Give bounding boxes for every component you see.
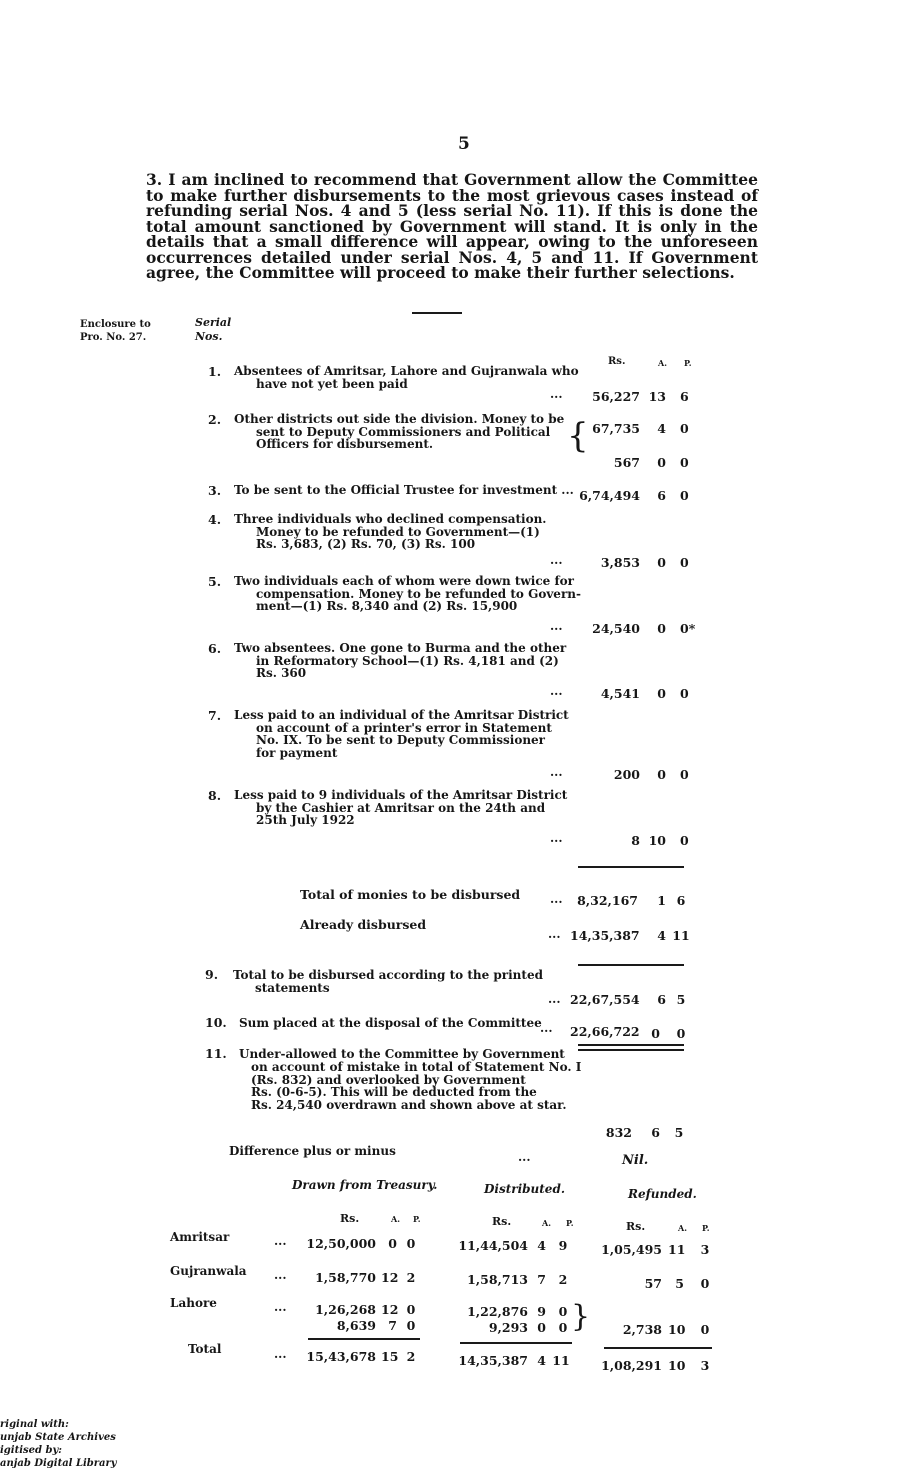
- drawn-a: 12: [381, 1270, 399, 1285]
- item-amount-p: 6: [680, 389, 689, 404]
- item-text: [234, 484, 574, 497]
- item11-p: 5: [674, 1125, 684, 1140]
- already-disbursed-p: 11: [672, 928, 690, 943]
- item-line: Rs. 3,683, (2) Rs. 70, (3) Rs. 100: [256, 537, 476, 551]
- distributed-a: 9: [537, 1304, 546, 1319]
- item-number: 1.: [208, 364, 222, 379]
- already-disbursed-rs: 14,35,387: [570, 928, 640, 943]
- sub-dist-a: A.: [542, 1218, 551, 1228]
- sub-ref-a: A.: [678, 1223, 687, 1233]
- item10-p: 0: [676, 1026, 686, 1041]
- item-text: [234, 365, 579, 390]
- item-dots: ...: [550, 553, 563, 567]
- distributed-rs: 11,44,504: [458, 1238, 528, 1253]
- item-amount-p: 0: [680, 421, 689, 436]
- item-dots: ...: [550, 619, 563, 633]
- serial-heading-line2: Nos.: [195, 330, 223, 343]
- item9-rs: 22,67,554: [570, 992, 640, 1007]
- distributed-p: 2: [558, 1272, 568, 1287]
- item10-a: 0: [651, 1026, 660, 1041]
- distributed-a: 0: [537, 1320, 546, 1335]
- credit-line: riginal with:: [0, 1419, 69, 1430]
- distributed-a: 7: [537, 1272, 546, 1287]
- difference-label: Difference plus or minus: [229, 1144, 396, 1158]
- item-text: [234, 642, 566, 680]
- item-line: in Reformatory School—(1) Rs. 4,181 and (2): [256, 653, 559, 668]
- item-amount-rs: 6,74,494: [579, 488, 640, 503]
- item-amount-p: 0: [680, 686, 689, 701]
- double-rule-1: [578, 1044, 684, 1046]
- drawn-rs: 8,639: [336, 1318, 376, 1333]
- rule-ref-total: [604, 1347, 712, 1349]
- item-line: No. IX. To be sent to Deputy Commissioner: [256, 733, 546, 747]
- rule-dist-total: [460, 1342, 572, 1344]
- item-line: sent to Deputy Commissioners and Political: [256, 424, 551, 439]
- item-line: have not yet been paid: [256, 376, 408, 391]
- total-monies-dots: ...: [550, 892, 563, 906]
- item-dots: ...: [550, 831, 563, 845]
- refunded-p: 0: [700, 1276, 710, 1291]
- header-distributed: Distributed.: [484, 1182, 566, 1196]
- drawn-p: 2: [406, 1270, 416, 1285]
- item-amount-a: 0: [657, 767, 666, 782]
- total-drawn-a: 15: [381, 1349, 399, 1364]
- distributed-p: 0: [558, 1320, 568, 1335]
- serial-heading: [195, 316, 231, 344]
- currency-header-p: P.: [684, 358, 692, 368]
- item-amount-rs: 24,540: [592, 621, 640, 636]
- item-amount-a: 6: [657, 488, 666, 503]
- item11-number: 11.: [205, 1046, 227, 1061]
- rule-drawn-total: [308, 1338, 420, 1340]
- refunded-rs: 2,738: [622, 1322, 662, 1337]
- serial-heading-line1: Serial: [195, 316, 232, 329]
- item-amount-a: 10: [648, 833, 666, 848]
- item10-rs: 22,66,722: [570, 1024, 640, 1039]
- item-line: Two absentees. One gone to Burma and the other: [234, 641, 567, 655]
- item9-text: [233, 969, 543, 994]
- item-line: Absentees of Amritsar, Lahore and Gujranwala who: [234, 364, 579, 378]
- margin-note-line2: Pro. No. 27.: [80, 332, 147, 343]
- item-amount-p: 0: [680, 488, 689, 503]
- total-monies-rs: 8,32,167: [577, 893, 638, 908]
- sub-ref-rs: Rs.: [626, 1220, 646, 1233]
- item9-dots: ...: [548, 992, 561, 1006]
- district-dots: ...: [274, 1268, 287, 1282]
- item11-text: [239, 1048, 581, 1112]
- district-name: Lahore: [170, 1296, 217, 1310]
- item-line: Less paid to an individual of the Amritsar District: [234, 708, 569, 722]
- total-monies-p: 6: [676, 893, 686, 908]
- item-amount-a: 13: [648, 389, 666, 404]
- item-amount-a: 0: [657, 686, 666, 701]
- item-amount-rs: 4,541: [600, 686, 640, 701]
- item-text: [234, 789, 567, 827]
- archive-credits: [0, 1418, 117, 1470]
- item-line: ment—(1) Rs. 8,340 and (2) Rs. 15,900: [256, 599, 518, 613]
- refunded-rs: 1,05,495: [601, 1242, 662, 1257]
- brace-item2: {: [567, 416, 589, 456]
- item11-line: Under-allowed to the Committee by Government: [239, 1047, 565, 1061]
- refunded-a: 10: [668, 1322, 686, 1337]
- item11-a: 6: [651, 1125, 660, 1140]
- item-line: 25th July 1922: [256, 813, 355, 827]
- item-line: for payment: [256, 745, 338, 760]
- item9-number: 9.: [205, 967, 219, 982]
- sub-drawn-p: P.: [413, 1214, 421, 1224]
- item-amount-rs: 56,227: [592, 389, 640, 404]
- item-line: Money to be refunded to Government—(1): [256, 524, 540, 539]
- total-label: Total: [188, 1342, 222, 1356]
- item-amount-p: 0*: [680, 621, 696, 636]
- refunded-p: 3: [700, 1242, 710, 1257]
- sub-dist-rs: Rs.: [492, 1215, 512, 1228]
- item-line: Rs. 360: [256, 666, 307, 680]
- item-amount-rs: 3,853: [600, 555, 640, 570]
- item-line: Other districts out side the division. Money to be: [234, 412, 565, 426]
- currency-header-a: A.: [658, 358, 667, 368]
- item-amount-rs: 200: [613, 767, 640, 782]
- item-line: compensation. Money to be refunded to Govern-: [256, 586, 581, 601]
- drawn-p: 0: [406, 1318, 416, 1333]
- sub-dist-p: P.: [566, 1218, 574, 1228]
- distributed-p: 0: [558, 1304, 568, 1319]
- item-text: [234, 575, 581, 613]
- refunded-a: 5: [675, 1276, 684, 1291]
- refunded-p: 0: [700, 1322, 710, 1337]
- total-monies-label: Total of monies to be disbursed: [300, 887, 521, 902]
- total-ref-a: 10: [668, 1358, 686, 1373]
- item-number: 4.: [208, 512, 222, 527]
- drawn-a: 12: [381, 1302, 399, 1317]
- item-number: 3.: [208, 483, 222, 498]
- district-dots: ...: [274, 1300, 287, 1314]
- district-name: Gujranwala: [170, 1264, 247, 1278]
- double-rule-2: [578, 1049, 684, 1051]
- difference-value: Nil.: [622, 1153, 649, 1168]
- drawn-a: 7: [388, 1318, 397, 1333]
- item-amount-a: 0: [657, 555, 666, 570]
- item-amount-a: 0: [657, 455, 666, 470]
- item-amount-rs: 67,735: [592, 421, 640, 436]
- item-number: 6.: [208, 641, 222, 656]
- currency-header-rs: Rs.: [608, 356, 626, 367]
- item-dots: ...: [550, 765, 563, 779]
- item11-line: Rs. 24,540 overdrawn and shown above at star.: [251, 1098, 567, 1113]
- drawn-p: 0: [406, 1302, 416, 1317]
- item-line: on account of a printer's error in Statement: [256, 720, 552, 735]
- item9-line: statements: [255, 980, 330, 995]
- item-amount-p: 0: [680, 833, 689, 848]
- total-dist-a: 4: [537, 1353, 546, 1368]
- already-disbursed-a: 4: [657, 928, 666, 943]
- distributed-rs: 1,22,876: [467, 1304, 528, 1319]
- already-disbursed-label: Already disbursed: [300, 917, 427, 932]
- item10-text: Sum placed at the disposal of the Committee: [239, 1016, 542, 1030]
- drawn-rs: 1,58,770: [315, 1270, 376, 1285]
- sub-drawn-a: A.: [391, 1214, 400, 1224]
- total-ref-rs: 1,08,291: [601, 1358, 662, 1373]
- item-text: [234, 709, 569, 759]
- district-dots: ...: [274, 1234, 287, 1248]
- item-line: Officers for disbursement.: [256, 437, 434, 451]
- item-line: Two individuals each of whom were down twice for: [234, 574, 574, 588]
- page-number: 5: [458, 134, 470, 154]
- item-amount-a: 0: [657, 621, 666, 636]
- item11-rs: 832: [605, 1125, 632, 1140]
- credit-line: igitised by:: [0, 1445, 62, 1456]
- item11-line: (Rs. 832) and overlooked by Government: [251, 1072, 526, 1087]
- total-ref-p: 3: [700, 1358, 710, 1373]
- item9-line: Total to be disbursed according to the printed: [233, 968, 543, 982]
- distributed-a: 4: [537, 1238, 546, 1253]
- already-disbursed-dots: ...: [548, 927, 561, 941]
- drawn-rs: 12,50,000: [306, 1236, 376, 1251]
- item-text: [234, 413, 564, 451]
- distributed-rs: 1,58,713: [467, 1272, 528, 1287]
- total-drawn-p: 2: [406, 1349, 416, 1364]
- item-dots: ...: [550, 387, 563, 401]
- drawn-p: 0: [406, 1236, 416, 1251]
- credit-line: unjab State Archives: [0, 1432, 116, 1443]
- difference-dots: ...: [518, 1150, 531, 1164]
- item9-a: 6: [657, 992, 666, 1007]
- paragraph-3: 3. I am inclined to recommend that Government allow the Committee to make further disbursements to the most grievous cases instead of refunding serial Nos. 4 and 5 (less serial No. 11). If this is done the total amount sanctioned by Government will stand. It is only in the details that a small difference will appear, owing to the unforeseen occurrences detailed under serial Nos. 4, 5 and 11. If Government agree, the Committee will proceed to make their further selections.: [146, 170, 758, 282]
- item-amount-a: 4: [657, 421, 666, 436]
- total-drawn-rs: 15,43,678: [306, 1349, 376, 1364]
- item11-line: on account of mistake in total of Statement No. I: [251, 1059, 582, 1074]
- item-number: 2.: [208, 412, 222, 427]
- rule-before-item9: [578, 964, 684, 966]
- refunded-rs: 57: [644, 1276, 662, 1291]
- drawn-a: 0: [388, 1236, 397, 1251]
- rule-after-item8: [578, 866, 684, 868]
- distributed-rs: 9,293: [488, 1320, 528, 1335]
- credit-line: anjab Digital Library: [0, 1458, 117, 1469]
- header-refunded: Refunded.: [628, 1187, 697, 1201]
- item10-dots: ...: [540, 1021, 553, 1035]
- refunded-a: 11: [668, 1242, 686, 1257]
- item-line: by the Cashier at Amritsar on the 24th and: [256, 800, 546, 815]
- item9-p: 5: [676, 992, 686, 1007]
- total-dist-rs: 14,35,387: [458, 1353, 528, 1368]
- brace-lahore: }: [571, 1299, 591, 1334]
- margin-note-line1: Enclosure to: [80, 319, 151, 330]
- header-drawn: Drawn from Treasury.: [292, 1178, 438, 1192]
- total-dots: ...: [274, 1347, 287, 1361]
- total-dist-p: 11: [552, 1353, 570, 1368]
- item-amount-p: 0: [680, 455, 689, 470]
- sub-ref-p: P.: [702, 1223, 710, 1233]
- item-amount-p: 0: [680, 555, 689, 570]
- item-line: Less paid to 9 individuals of the Amritsar District: [234, 788, 568, 802]
- item-line: Three individuals who declined compensation.: [234, 512, 547, 526]
- item-amount-p: 0: [680, 767, 689, 782]
- drawn-rs: 1,26,268: [315, 1302, 376, 1317]
- separator-rule: [412, 312, 462, 314]
- item-number: 5.: [208, 574, 222, 589]
- district-name: Amritsar: [170, 1230, 230, 1244]
- sub-drawn-rs: Rs.: [340, 1212, 360, 1225]
- distributed-p: 9: [558, 1238, 568, 1253]
- item-amount-rs: 567: [613, 455, 640, 470]
- item-dots: ...: [550, 684, 563, 698]
- total-monies-a: 1: [657, 893, 666, 908]
- item-line: To be sent to the Official Trustee for investment ...: [234, 483, 574, 497]
- item11-line: Rs. (0-6-5). This will be deducted from the: [251, 1085, 537, 1100]
- item-number: 7.: [208, 708, 222, 723]
- item10-number: 10.: [205, 1015, 227, 1030]
- item-amount-rs: 8: [631, 833, 640, 848]
- item-number: 8.: [208, 788, 222, 803]
- item-text: [234, 513, 546, 551]
- margin-note: [80, 318, 151, 344]
